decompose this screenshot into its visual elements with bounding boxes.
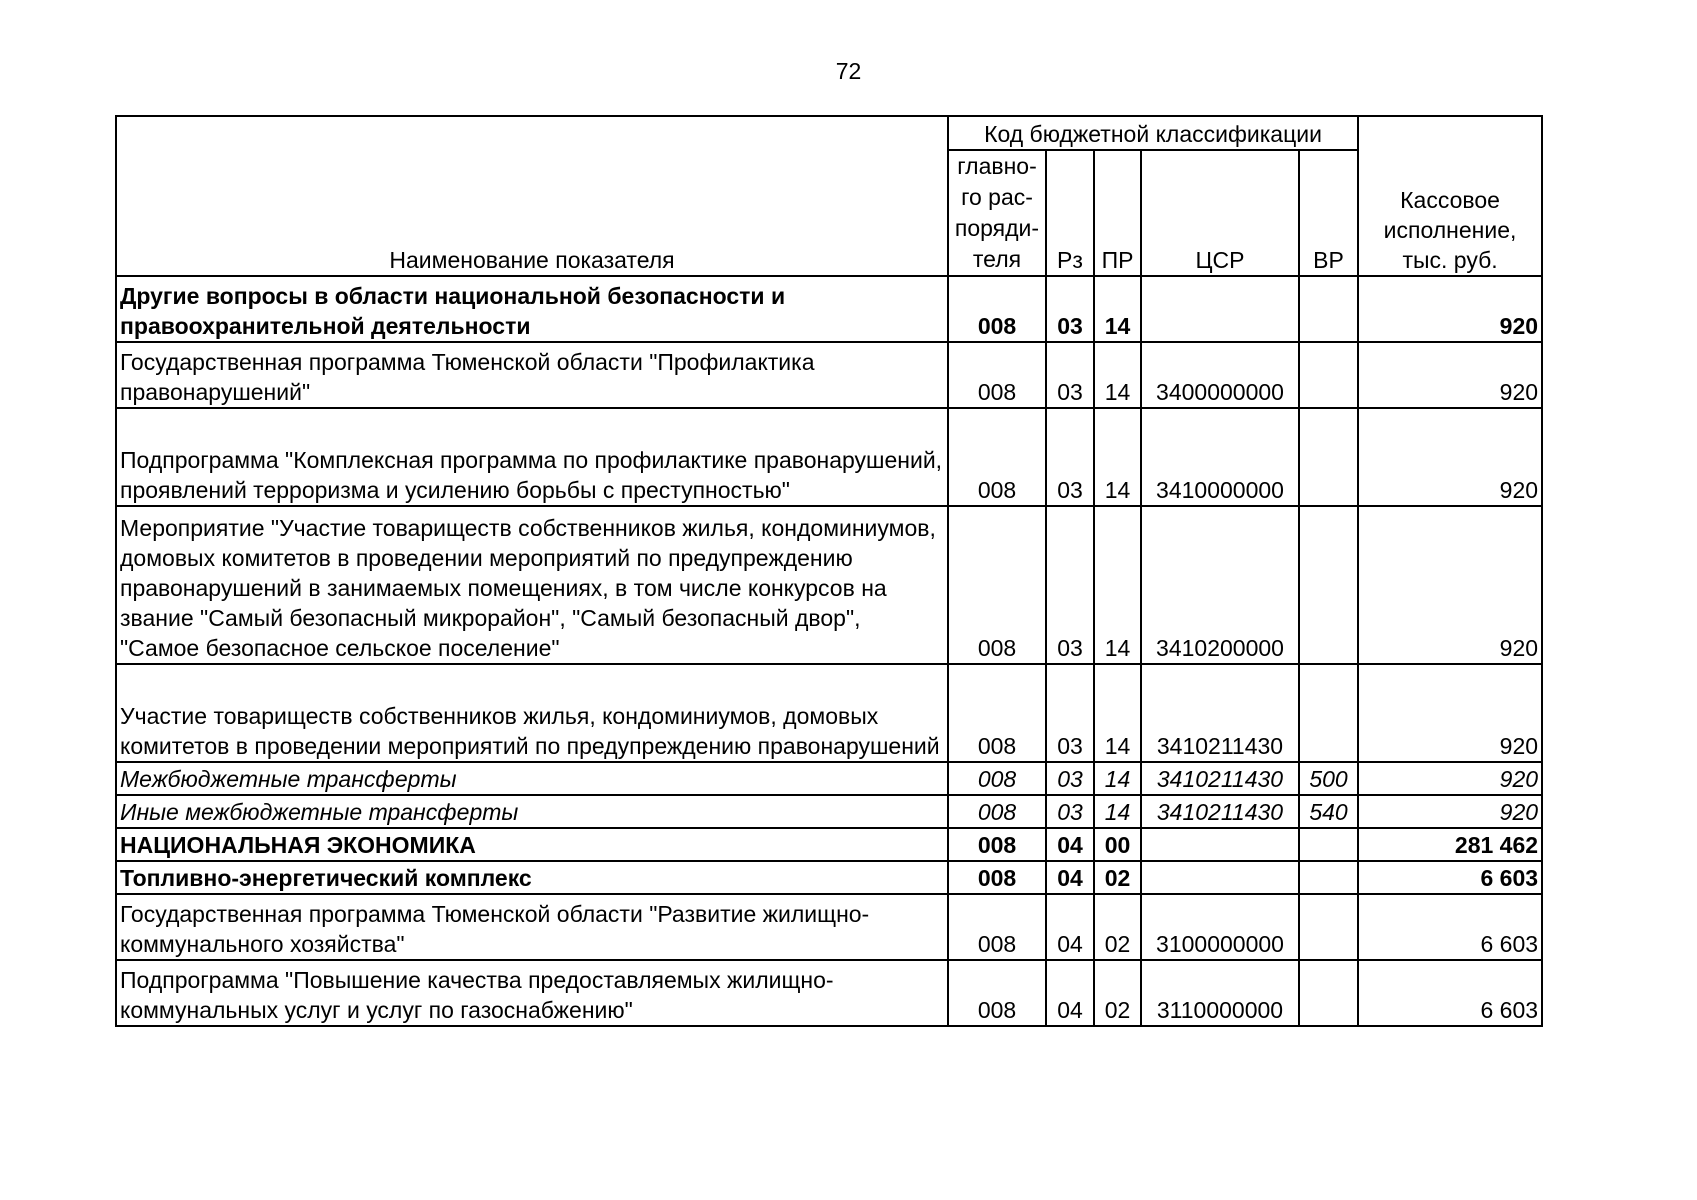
row-csr <box>1141 861 1299 894</box>
row-pr: 14 <box>1094 762 1141 795</box>
table-row <box>116 342 1542 408</box>
row-rz: 03 <box>1046 408 1094 506</box>
row-pr: 14 <box>1094 664 1141 762</box>
row-pr: 14 <box>1094 506 1141 664</box>
row-glav: 008 <box>948 276 1046 342</box>
row-pr: 14 <box>1094 795 1141 828</box>
row-name: НАЦИОНАЛЬНАЯ ЭКОНОМИКА <box>116 828 948 861</box>
row-name: Иные межбюджетные трансферты <box>116 795 948 828</box>
row-glav: 008 <box>948 861 1046 894</box>
row-vr <box>1299 408 1358 506</box>
row-csr: 3410000000 <box>1141 408 1299 506</box>
row-rz: 03 <box>1046 506 1094 664</box>
row-vr <box>1299 861 1358 894</box>
page-number: 72 <box>835 58 862 84</box>
row-rz: 03 <box>1046 342 1094 408</box>
row-pr: 02 <box>1094 894 1141 960</box>
row-glav: 008 <box>948 506 1046 664</box>
row-pr: 00 <box>1094 828 1141 861</box>
table-row <box>116 894 1542 960</box>
row-name: Мероприятие "Участие товариществ собственников жилья, кондоминиумов, домовых комитетов в проведении мероприятий по предупреждению правонарушений в занимаемых помещениях, в том числе конкурсов на звание "Самый безопасный микрорайон", "Самый безопасный двор", "Самое безопасное сельское поселение" <box>116 506 948 664</box>
row-vr <box>1299 828 1358 861</box>
table-header <box>116 116 1542 276</box>
header-vr: ВР <box>1299 150 1358 276</box>
row-amount: 920 <box>1358 342 1542 408</box>
row-amount: 920 <box>1358 276 1542 342</box>
row-amount: 920 <box>1358 506 1542 664</box>
row-vr: 540 <box>1299 795 1358 828</box>
row-amount: 6 603 <box>1358 861 1542 894</box>
budget-table <box>115 115 1543 1027</box>
row-csr: 3410200000 <box>1141 506 1299 664</box>
row-name: Межбюджетные трансферты <box>116 762 948 795</box>
row-name: Государственная программа Тюменской области "Профилактика правонарушений" <box>116 342 948 408</box>
table-row <box>116 960 1542 1026</box>
table-row <box>116 664 1542 762</box>
row-vr <box>1299 276 1358 342</box>
row-rz: 03 <box>1046 664 1094 762</box>
row-csr: 3410211430 <box>1141 795 1299 828</box>
row-glav: 008 <box>948 960 1046 1026</box>
row-pr: 14 <box>1094 342 1141 408</box>
row-pr: 02 <box>1094 960 1141 1026</box>
table-row <box>116 762 1542 795</box>
row-glav: 008 <box>948 664 1046 762</box>
row-rz: 03 <box>1046 795 1094 828</box>
row-name: Топливно-энергетический комплекс <box>116 861 948 894</box>
header-csr: ЦСР <box>1141 150 1299 276</box>
header-pr: ПР <box>1094 150 1141 276</box>
row-pr: 14 <box>1094 408 1141 506</box>
row-rz: 04 <box>1046 861 1094 894</box>
row-amount: 920 <box>1358 795 1542 828</box>
header-glav: главно-го рас-поряди-теля <box>948 150 1046 276</box>
row-glav: 008 <box>948 795 1046 828</box>
row-csr: 3110000000 <box>1141 960 1299 1026</box>
row-amount: 6 603 <box>1358 960 1542 1026</box>
row-name: Другие вопросы в области национальной безопасности и правоохранительной деятельности <box>116 276 948 342</box>
row-csr: 3100000000 <box>1141 894 1299 960</box>
row-vr <box>1299 894 1358 960</box>
header-name: Наименование показателя <box>116 116 948 276</box>
header-amount: Кассовое исполнение, тыс. руб. <box>1358 116 1542 276</box>
table-body <box>116 276 1542 1026</box>
row-rz: 04 <box>1046 894 1094 960</box>
table-row <box>116 276 1542 342</box>
row-vr <box>1299 342 1358 408</box>
row-rz: 03 <box>1046 276 1094 342</box>
table-row <box>116 795 1542 828</box>
table-row <box>116 828 1542 861</box>
row-pr: 02 <box>1094 861 1141 894</box>
row-pr: 14 <box>1094 276 1141 342</box>
row-csr: 3410211430 <box>1141 762 1299 795</box>
header-rz: Рз <box>1046 150 1094 276</box>
row-amount: 920 <box>1358 762 1542 795</box>
row-amount: 920 <box>1358 408 1542 506</box>
row-rz: 03 <box>1046 762 1094 795</box>
row-name: Участие товариществ собственников жилья, кондоминиумов, домовых комитетов в проведении мероприятий по предупреждению правонарушений <box>116 664 948 762</box>
row-name: Подпрограмма "Комплексная программа по профилактике правонарушений, проявлений терроризма и усилению борьбы с преступностью" <box>116 408 948 506</box>
row-csr: 3410211430 <box>1141 664 1299 762</box>
row-name: Подпрограмма "Повышение качества предоставляемых жилищно-коммунальных услуг и услуг по газоснабжению" <box>116 960 948 1026</box>
row-name: Государственная программа Тюменской области "Развитие жилищно-коммунального хозяйства" <box>116 894 948 960</box>
row-glav: 008 <box>948 828 1046 861</box>
row-glav: 008 <box>948 342 1046 408</box>
table-row <box>116 408 1542 506</box>
row-glav: 008 <box>948 762 1046 795</box>
row-amount: 920 <box>1358 664 1542 762</box>
row-glav: 008 <box>948 408 1046 506</box>
row-amount: 6 603 <box>1358 894 1542 960</box>
row-vr <box>1299 664 1358 762</box>
row-rz: 04 <box>1046 828 1094 861</box>
row-vr <box>1299 960 1358 1026</box>
row-csr: 3400000000 <box>1141 342 1299 408</box>
row-glav: 008 <box>948 894 1046 960</box>
table-row <box>116 506 1542 664</box>
row-amount: 281 462 <box>1358 828 1542 861</box>
row-vr <box>1299 506 1358 664</box>
row-csr <box>1141 828 1299 861</box>
row-rz: 04 <box>1046 960 1094 1026</box>
row-csr <box>1141 276 1299 342</box>
row-vr: 500 <box>1299 762 1358 795</box>
table-row <box>116 861 1542 894</box>
header-code-group: Код бюджетной классификации <box>948 116 1358 150</box>
